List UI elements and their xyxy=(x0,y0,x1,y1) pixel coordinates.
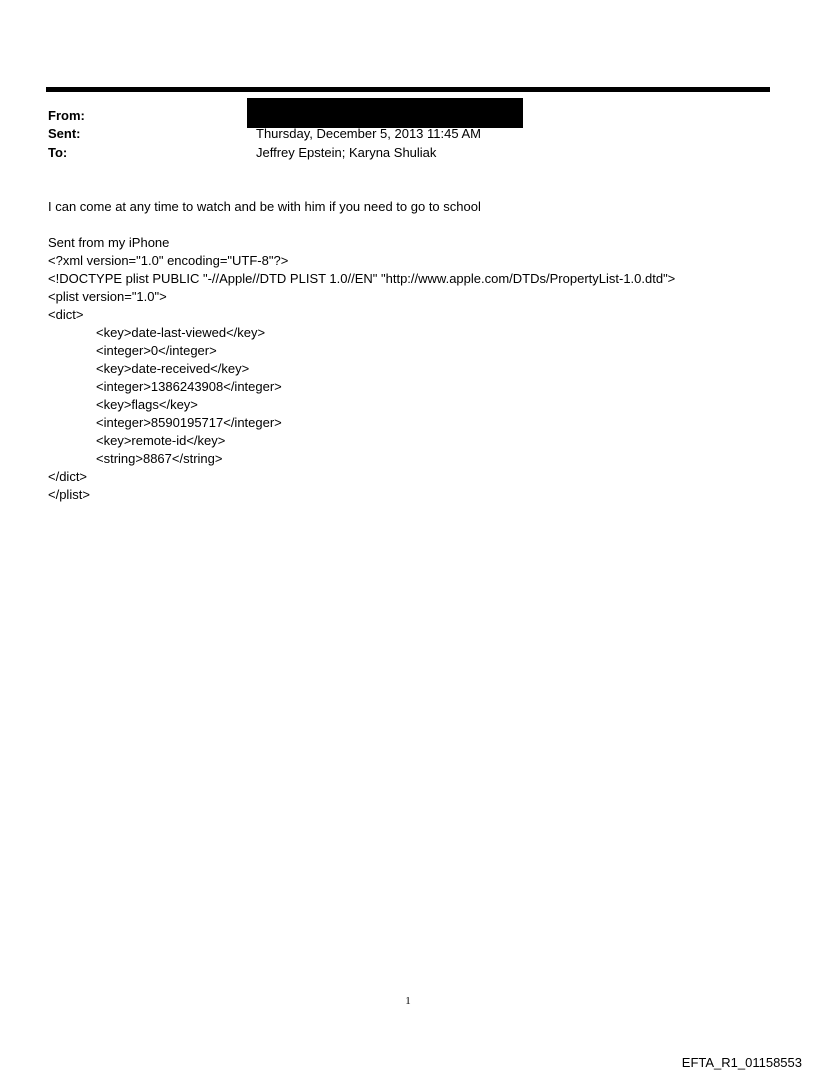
plist-line: <plist version="1.0"> xyxy=(48,289,167,304)
from-label: From: xyxy=(48,108,85,123)
plist-line: <dict> xyxy=(48,307,84,322)
plist-line: <key>date-last-viewed</key> xyxy=(96,325,266,340)
plist-line: <integer>0</integer> xyxy=(96,343,217,358)
message-body: I can come at any time to watch and be with him if you need to go to school xyxy=(48,199,481,214)
plist-line: </dict> xyxy=(48,469,88,484)
page-number: 1 xyxy=(405,995,411,1007)
plist-line: <key>date-received</key> xyxy=(96,361,250,376)
plist-line: <!DOCTYPE plist PUBLIC "-//Apple//DTD PLIST 1.0//EN" "http://www.apple.com/DTDs/PropertyList-1.0.dtd"> xyxy=(48,271,676,286)
plist-line: </plist> xyxy=(48,487,90,502)
plist-line: <key>remote-id</key> xyxy=(96,433,226,448)
plist-line: <?xml version="1.0" encoding="UTF-8"?> xyxy=(48,253,289,268)
sent-label: Sent: xyxy=(48,126,81,141)
header-rule xyxy=(46,87,770,92)
document-id: EFTA_R1_01158553 xyxy=(681,1055,802,1070)
to-label: To: xyxy=(48,145,68,160)
plist-line: <string>8867</string> xyxy=(96,451,223,466)
redaction-block xyxy=(247,98,523,128)
plist-line: <integer>8590195717</integer> xyxy=(96,415,282,430)
plist-line: <key>flags</key> xyxy=(96,397,198,412)
to-value: Jeffrey Epstein; Karyna Shuliak xyxy=(256,145,437,160)
plist-line: <integer>1386243908</integer> xyxy=(96,379,282,394)
sent-value: Thursday, December 5, 2013 11:45 AM xyxy=(256,126,481,141)
signature: Sent from my iPhone xyxy=(48,235,170,250)
